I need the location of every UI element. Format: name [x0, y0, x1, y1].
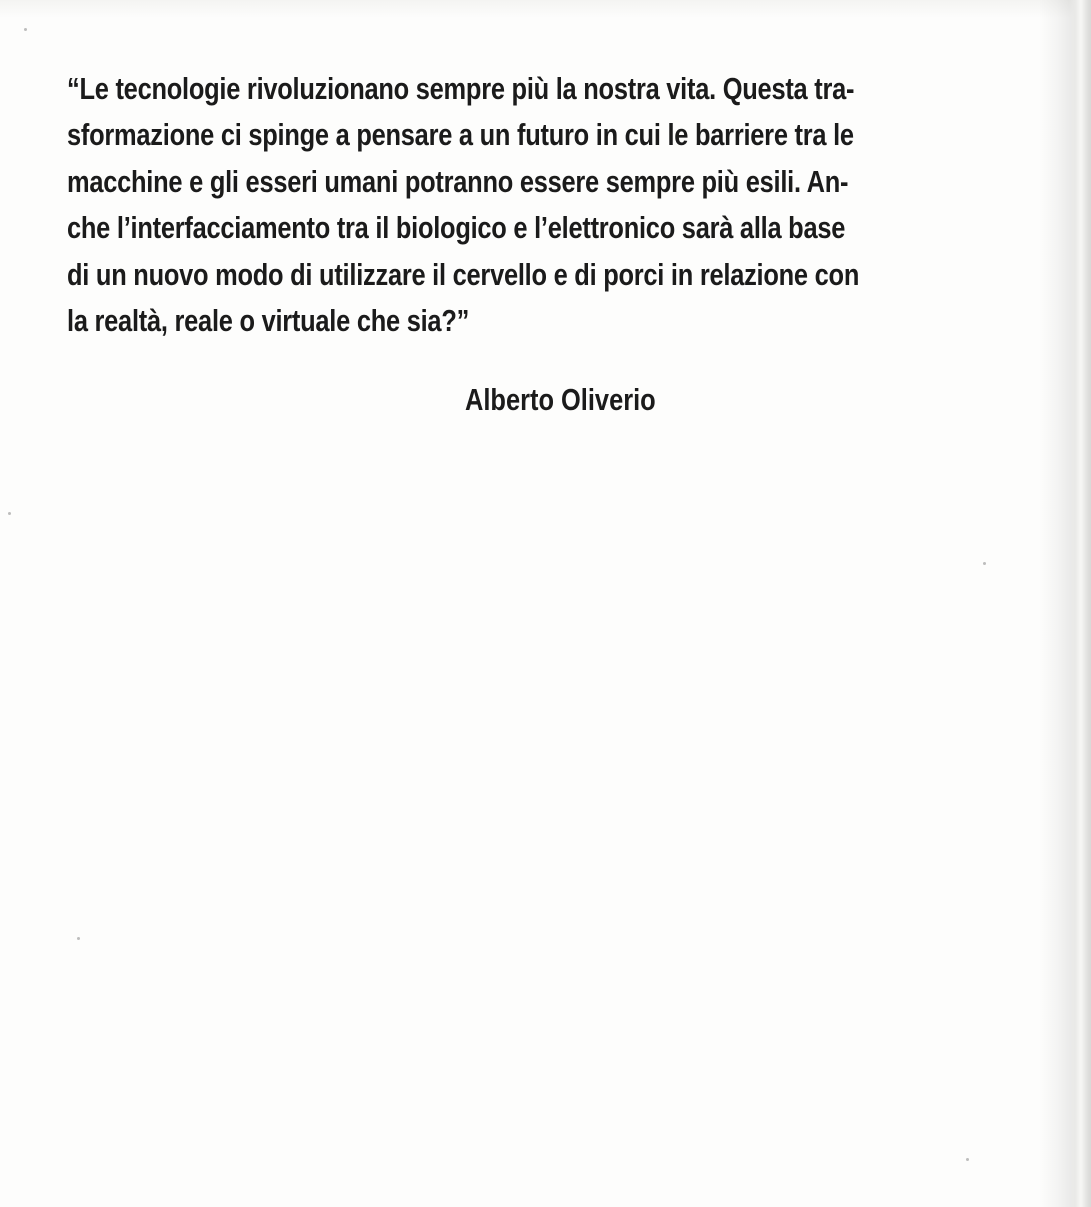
quote-line: di un nuovo modo di utilizzare il cervello e di porci in relazione con — [67, 256, 860, 292]
paper-speck — [966, 1158, 969, 1161]
quote-line: “Le tecnologie rivoluzionano sempre più la nostra vita. Questa tra- — [67, 71, 855, 106]
paper-speck — [77, 937, 80, 940]
quote-author: Alberto Oliverio — [465, 382, 656, 417]
quote-block — [67, 66, 989, 344]
page-spine-shadow — [1039, 0, 1091, 1207]
quote-line: la realtà, reale o virtuale che sia?” — [67, 303, 470, 339]
page-top-edge — [0, 0, 1091, 18]
quote-line: sformazione ci spinge a pensare a un futuro in cui le barriere tra le — [67, 117, 854, 153]
quote-line: macchine e gli esseri umani potranno essere sempre più esili. An- — [67, 163, 849, 199]
paper-speck — [24, 28, 27, 31]
paper-speck — [8, 512, 11, 515]
quote-line: che l’interfacciamento tra il biologico e l’elettronico sarà alla base — [67, 210, 846, 246]
paper-speck — [983, 562, 986, 565]
